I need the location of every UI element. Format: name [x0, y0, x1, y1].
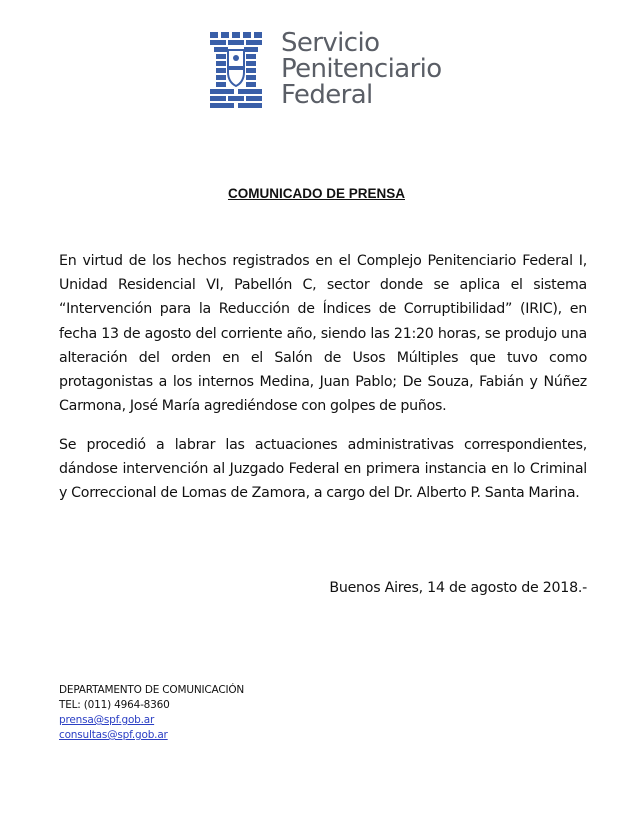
footer-contact — [59, 683, 244, 743]
paragraph-1: En virtud de los hechos registrados en el Complejo Penitenciario Federal I, Unidad Residencial VI, Pabellón C, sector donde se aplica el sistema “Intervención para la Reducción de Índices de Corruptibilidad” (IRIC), en fecha 13 de agosto del corriente año, siendo las 21:20 horas, se produjo una alteración del orden en el Salón de Usos Múltiples que tuvo como protagonistas a los internos Medina, Juan Pablo; De Souza, Fabián y Núñez Carmona, José María agrediéndose con golpes de puños. — [59, 253, 587, 415]
place-and-date: Buenos Aires, 14 de agosto de 2018.- — [329, 580, 587, 596]
logo-line-2: Penitenciario — [281, 54, 442, 84]
press-email-link[interactable]: prensa@spf.gob.ar — [59, 714, 155, 726]
logo-wordmark — [281, 30, 451, 108]
inquiries-email-link[interactable]: consultas@spf.gob.ar — [59, 729, 168, 741]
logo-line-1: Servicio — [281, 28, 380, 58]
phone-number: TEL: (011) 4964-8360 — [59, 699, 170, 711]
document-title: COMUNICADO DE PRENSA — [227, 186, 405, 201]
tower-emblem-icon — [208, 30, 264, 110]
spf-logo — [208, 30, 448, 110]
paragraph-2: Se procedió a labrar las actuaciones administrativas correspondientes, dándose intervención al Juzgado Federal en primera instancia en lo Criminal y Correccional de Lomas de Zamora, a cargo del Dr. Alberto P. Santa Marina. — [59, 437, 587, 502]
logo-line-3: Federal — [281, 80, 373, 110]
department-name: DEPARTAMENTO DE COMUNICACIÓN — [59, 684, 245, 696]
